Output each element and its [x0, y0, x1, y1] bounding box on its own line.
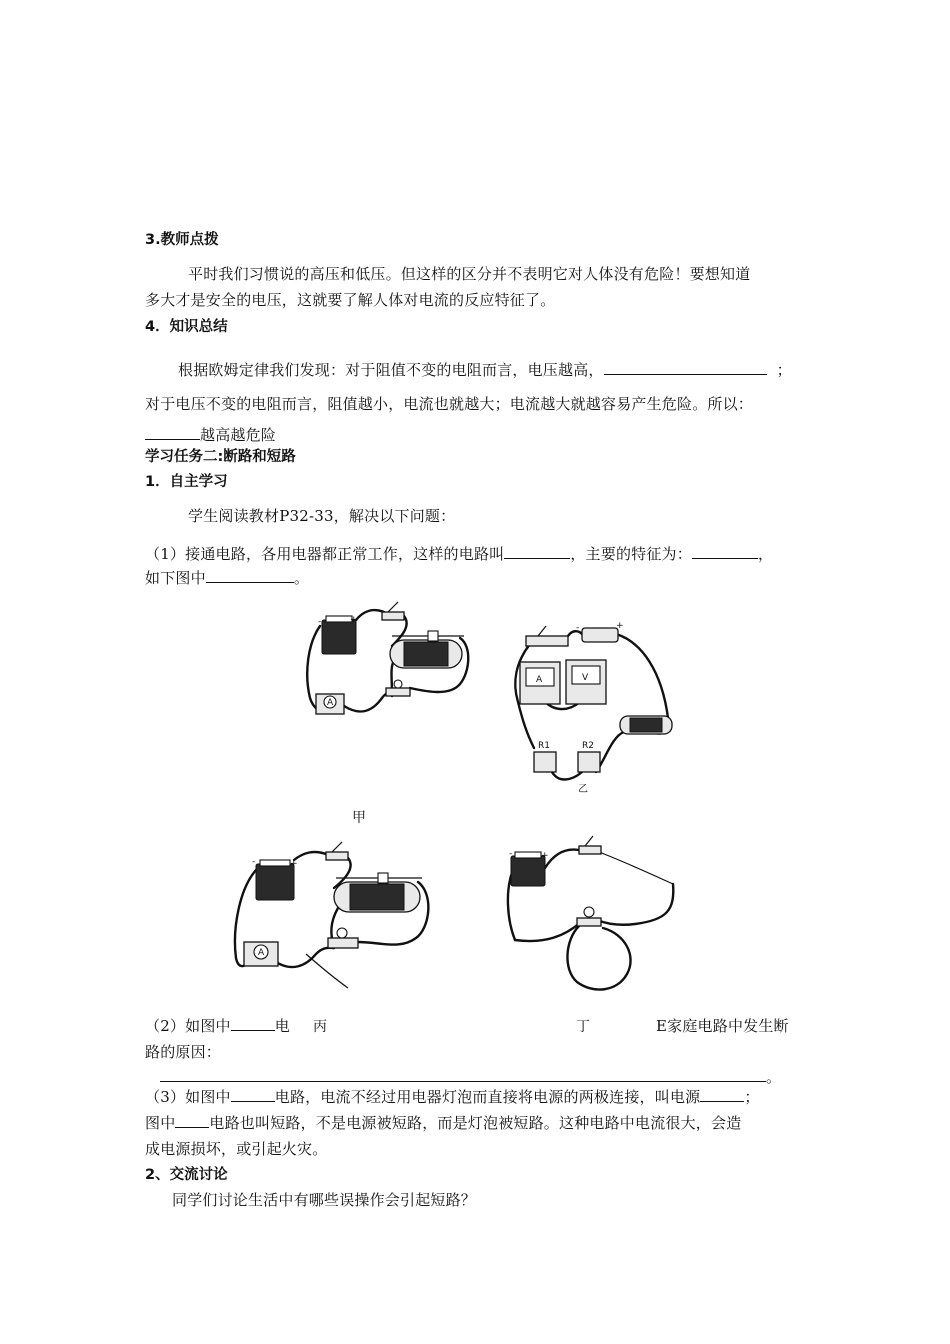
question-text: 电路也叫短路，不是电源被短路，而是灯泡被短路。这种电路中电流很大，会造 [209, 1114, 742, 1132]
section-title-knowledge-summary: 4．知识总结 [145, 319, 228, 335]
question-3-line-3: 成电源损坏，或引起火灾。 [145, 1140, 328, 1158]
question-text: 图中 [145, 1114, 176, 1132]
voltmeter-mark: V [582, 673, 589, 683]
summary-line-2: 对于电压不变的电阻而言，阻值越小，电流也就越大；电流越大就越容易产生危险。所以： [145, 395, 754, 413]
question-text: 如下图中 [145, 569, 206, 587]
question-text: （1）接通电路，各用电器都正常工作，这样的电路叫 [145, 545, 505, 563]
fill-blank[interactable] [504, 544, 570, 559]
fill-blank[interactable] [145, 425, 200, 440]
summary-text: 根据欧姆定律我们发现：对于阻值不变的电阻而言，电压越高， [178, 361, 604, 379]
minus-mark: - [576, 623, 580, 633]
subsection-title-discussion: 2、交流讨论 [145, 1167, 228, 1183]
subsection-title-self-study: 1．自主学习 [145, 474, 228, 490]
figure-label-bing: 丙 [313, 1019, 327, 1035]
plus-mark: + [290, 859, 298, 869]
question-text: 电路，电流不经过用电器灯泡而直接将电源的两极连接，叫电源 [274, 1088, 701, 1106]
resistor-r1-mark: R1 [538, 741, 550, 751]
task-title-open-and-short-circuit: 学习任务二:断路和短路 [145, 449, 296, 465]
question-2-line-1-tail: E家庭电路中发生断 [656, 1017, 789, 1035]
question-text: ，主要的特征为： [570, 545, 692, 563]
summary-line-1 [178, 359, 792, 380]
figure-label-jia: 甲 [352, 810, 366, 826]
circuit-figure-yi [512, 622, 687, 797]
minus-mark: - [318, 617, 322, 627]
figure-label-ding: 丁 [576, 1019, 590, 1035]
fill-blank[interactable] [692, 544, 758, 559]
ammeter-mark: A [258, 948, 265, 958]
question-3-line-2 [145, 1112, 741, 1133]
question-text: 。 [293, 569, 310, 587]
minus-mark: - [252, 857, 256, 867]
question-text: （3）如图中 [145, 1088, 231, 1106]
circuit-figure-ding [505, 840, 685, 1000]
question-2-line-1 [145, 1015, 290, 1036]
fill-blank[interactable] [604, 360, 767, 375]
question-3-line-1 [145, 1086, 760, 1107]
figure-label-yi: 乙 [578, 784, 588, 795]
question-1-line-2 [145, 567, 309, 588]
ammeter-mark: A [327, 698, 334, 708]
reading-instruction: 学生阅读教材P32-33，解决以下问题： [188, 507, 456, 525]
question-text: 电 [274, 1017, 290, 1035]
question-1-line-1 [145, 543, 773, 564]
question-2-line-3 [160, 1066, 781, 1087]
ammeter-mark: A [536, 675, 543, 685]
circuit-figure-bing [230, 838, 445, 993]
question-text: ， [757, 545, 774, 563]
circuit-figure-jia [300, 598, 490, 723]
question-2-line-2: 路的原因： [145, 1043, 222, 1061]
fill-blank[interactable] [231, 1087, 275, 1102]
summary-text: ； [776, 361, 792, 379]
plus-mark: + [616, 621, 624, 631]
plus-mark: + [350, 615, 358, 625]
question-text: ； [744, 1088, 760, 1106]
resistor-r2-mark: R2 [582, 741, 594, 751]
discussion-question: 同学们讨论生活中有哪些误操作会引起短路？ [172, 1191, 477, 1209]
summary-line-3 [145, 424, 276, 445]
fill-blank-answer[interactable] [160, 1067, 766, 1082]
fill-blank[interactable] [175, 1113, 209, 1128]
question-text: （2）如图中 [145, 1017, 231, 1035]
fill-blank[interactable] [231, 1016, 275, 1031]
minus-mark: - [509, 849, 513, 859]
fill-blank[interactable] [700, 1087, 744, 1102]
fill-blank[interactable] [206, 568, 294, 583]
summary-text: 越高越危险 [200, 426, 277, 444]
paragraph-line: 多大才是安全的电压，这就要了解人体对电流的反应特征了。 [145, 291, 556, 309]
plus-mark: + [541, 851, 549, 861]
question-text: 。 [766, 1068, 782, 1086]
section-title-teacher-guidance: 3.教师点拨 [145, 232, 219, 248]
paragraph-line: 平时我们习惯说的高压和低压。但这样的区分并不表明它对人体没有危险！要想知道 [188, 265, 751, 283]
